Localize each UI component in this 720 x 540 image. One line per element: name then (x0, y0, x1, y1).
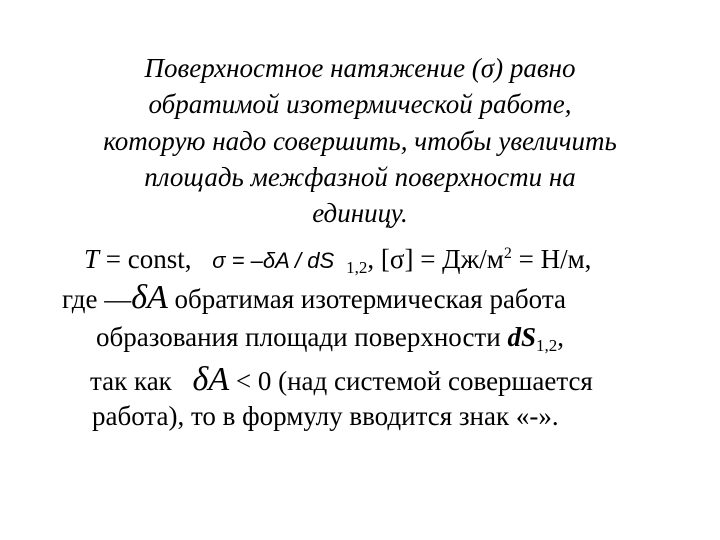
definition-line-3: которую надо совершить, чтобы увеличить (103, 126, 617, 156)
temperature-condition: = const, (99, 244, 199, 274)
units-exponent: 2 (503, 245, 512, 262)
ds-symbol: dS (507, 322, 536, 352)
where-word: где (62, 284, 98, 314)
definition-line-2: обратимой изотермической работе, (148, 89, 572, 119)
definition-line-4: площадь межфазной поверхности на (144, 162, 576, 192)
definition-line-1: Поверхностное натяжение (σ) равно (144, 53, 576, 83)
surface-tension-formula: σ = –δA / dS (212, 248, 335, 273)
temperature-symbol: T (84, 244, 100, 274)
where-text: обратимая изотермическая работа (167, 284, 566, 314)
conditions-line (84, 238, 714, 284)
conclusion-line: работа), то в формулу вводится знак «-». (92, 401, 559, 431)
where-dash: — (97, 284, 132, 314)
formation-text: образования площади поверхности (96, 322, 508, 352)
ds-subscript: 1,2 (535, 336, 558, 355)
units-prefix: , [σ] = Дж/м (367, 244, 504, 274)
sign-prefix: так как (90, 366, 179, 396)
delta-a-symbol: δA (131, 279, 168, 316)
where-line (62, 279, 712, 316)
formula-subscript: 1,2 (346, 258, 368, 277)
delta-a-symbol-2: δA (192, 361, 230, 398)
sign-line (90, 361, 715, 398)
units-suffix: = Н/м, (511, 244, 592, 274)
definition-line-5: единицу. (312, 198, 408, 228)
formation-line (96, 321, 716, 362)
sign-text: < 0 (над системой совершается (229, 366, 593, 396)
formation-tail: , (557, 322, 564, 352)
